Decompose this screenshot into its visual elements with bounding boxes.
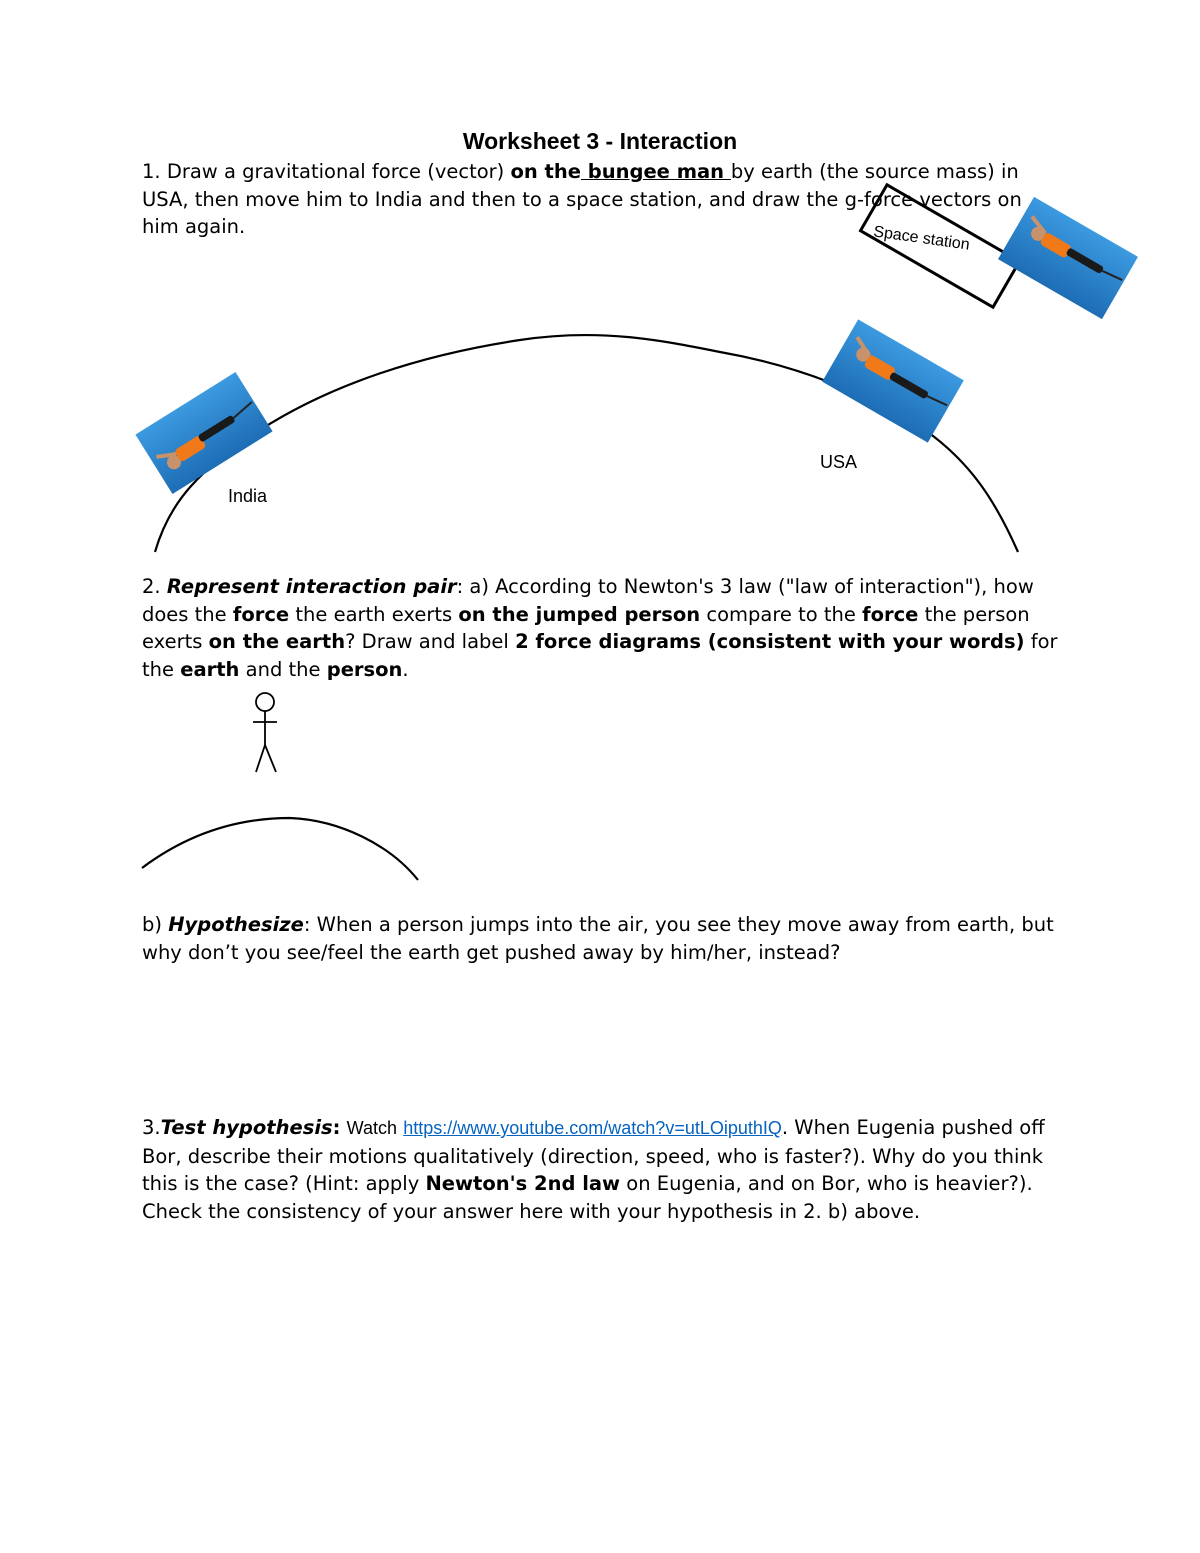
bungee-photo-usa: [822, 319, 964, 442]
q2-text-d: the person exerts: [142, 602, 1030, 653]
usa-label: USA: [820, 452, 858, 472]
space-station-label: Space station: [872, 223, 971, 254]
q2-bold-diagrams: 2 force diagrams (consistent with your words): [515, 630, 1025, 653]
q1-text-a: Draw a gravitational force (vector): [166, 160, 505, 183]
q2-text-c: compare to the: [706, 602, 856, 626]
q2-bold-on-earth: on the earth: [208, 630, 346, 653]
q1-bold-on-the: on the: [510, 160, 581, 183]
q1-text-b: by earth (the source mass) in USA, then move him to India and then to a space station, and draw the g-force vectors on him again.: [142, 160, 1022, 238]
q3-watch: Watch: [346, 1118, 397, 1138]
small-earth-arc: [142, 818, 418, 880]
q2-bold-force-1: force: [232, 602, 290, 626]
q2b-text: : When a person jumps into the air, you see they move away from earth, but why don’t you see/feel the earth get pushed away by him/her, instead?: [142, 913, 1054, 964]
page-title: Worksheet 3 - Interaction: [462, 128, 738, 154]
stick-figure: [253, 693, 277, 772]
q2-text-b: the earth exerts: [295, 602, 453, 626]
q2-text-f: for the: [142, 630, 1058, 681]
q2-number: 2.: [142, 575, 161, 598]
youtube-link[interactable]: https://www.youtube.com/watch?v=utLOiputhIQ: [403, 1118, 782, 1138]
q3-number: 3.: [142, 1116, 161, 1139]
india-label: India: [228, 486, 268, 506]
q3-colon: :: [332, 1116, 341, 1139]
q3-heading: Test hypothesis: [160, 1116, 333, 1139]
q2-text-e: ? Draw and label: [345, 630, 509, 653]
q2b-heading: Hypothesize: [168, 913, 304, 936]
q3-text-a: . When Eugenia pushed off Bor, describe their motions qualitatively (direction, speed, who is faster?). Why do you think this is the case? (Hint: apply: [142, 1116, 1045, 1195]
q1-number: 1.: [142, 160, 161, 183]
q3-bold-law: Newton's 2nd law: [425, 1172, 621, 1195]
q2-text-a: : a) According to Newton's 3 law ("law of interaction"), how does the: [142, 575, 1034, 626]
q2-bold-person: person: [326, 657, 403, 681]
question-3: [142, 1114, 1062, 1225]
q2b-prefix: b): [142, 913, 162, 936]
q3-text-b: on Eugenia, and on Bor, who is heavier?). Check the consistency of your answer here with your hypothesis in 2. b) above.: [142, 1172, 1033, 1223]
question-2b: [142, 911, 1062, 966]
q2-bold-force-2: force: [862, 602, 919, 626]
question-2: [142, 573, 1062, 683]
q1-bungee-man: bungee man: [580, 160, 731, 183]
q2-bold-on-jumped: on the jumped person: [458, 602, 701, 626]
q2-text-h: .: [402, 657, 409, 681]
q2-heading: Represent interaction pair: [166, 575, 457, 598]
q2-text-g: and the: [245, 657, 321, 681]
q2-bold-earth: earth: [180, 657, 240, 681]
bungee-photo-india: [135, 372, 272, 494]
